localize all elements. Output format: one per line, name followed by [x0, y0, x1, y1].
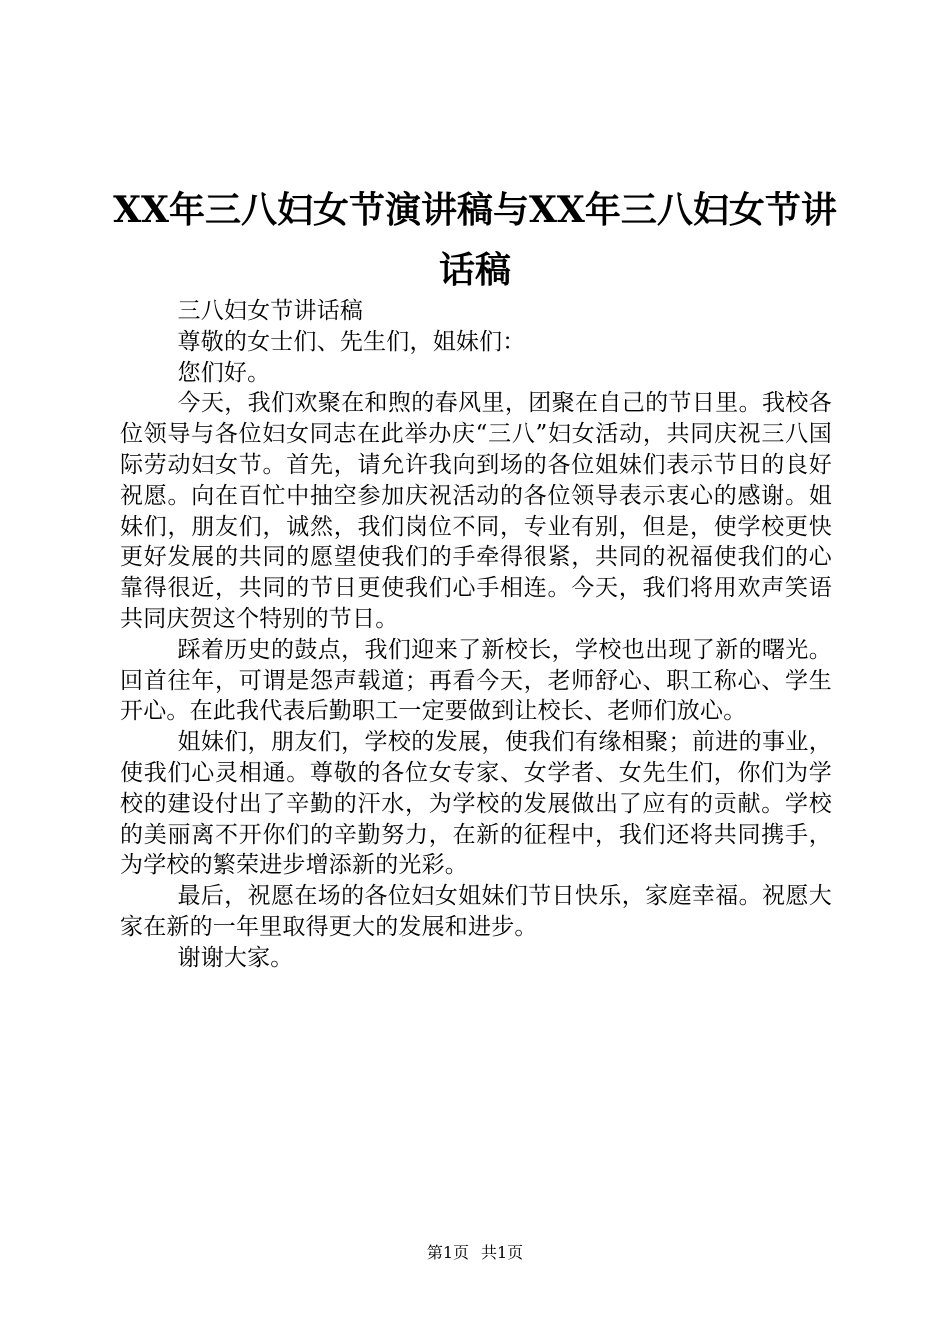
- document-title: XX年三八妇女节演讲稿与XX年三八妇女节讲话稿: [113, 189, 837, 291]
- page-number: 第1页: [426, 1243, 469, 1262]
- paragraph: 今天，我们欢聚在和煦的春风里，团聚在自己的节日里。我校各位领导与各位妇女同志在此举办庆“三八”妇女活动，共同庆祝三八国际劳动妇女节。首先，请允许我向到场的各位姐妹们表示节日的良好祝愿。向在百忙中抽空参加庆祝活动的各位领导表示衷心的感谢。姐妹们，朋友们，诚然，我们岗位不同，专业有别，但是，使学校更快更好发展的共同的愿望使我们的手牵得很紧，共同的祝福使我们的心靠得很近，共同的节日更使我们心手相连。今天，我们将用欢声笑语共同庆贺这个特别的节日。: [120, 390, 832, 632]
- salutation: 尊敬的女士们、先生们，姐妹们：: [177, 328, 526, 355]
- closing: 谢谢大家。: [177, 944, 294, 971]
- speech-heading: 三八妇女节讲话稿: [177, 298, 364, 324]
- paragraph: 踩着历史的鼓点，我们迎来了新校长，学校也出现了新的曙光。回首往年，可谓是怨声载道；再看今天，老师舒心、职工称心、学生开心。在此我代表后勤职工一定要做到让校长、老师们放心。: [120, 636, 832, 725]
- paragraph: 姐妹们，朋友们，学校的发展，使我们有缘相聚；前进的事业，使我们心灵相通。尊敬的各位女专家、女学者、女先生们，你们为学校的建设付出了辛勤的汗水，为学校的发展做出了应有的贡献。学校的美丽离不开你们的辛勤努力，在新的征程中，我们还将共同携手，为学校的繁荣进步增添新的光彩。: [120, 729, 832, 879]
- page-total: 共1页: [481, 1243, 524, 1262]
- greeting: 您们好。: [177, 359, 271, 386]
- page-footer: [0, 1242, 950, 1264]
- paragraph: 最后，祝愿在场的各位妇女姐妹们节日快乐，家庭幸福。祝愿大家在新的一年里取得更大的发展和进步。: [120, 883, 832, 940]
- document-body: [120, 296, 832, 974]
